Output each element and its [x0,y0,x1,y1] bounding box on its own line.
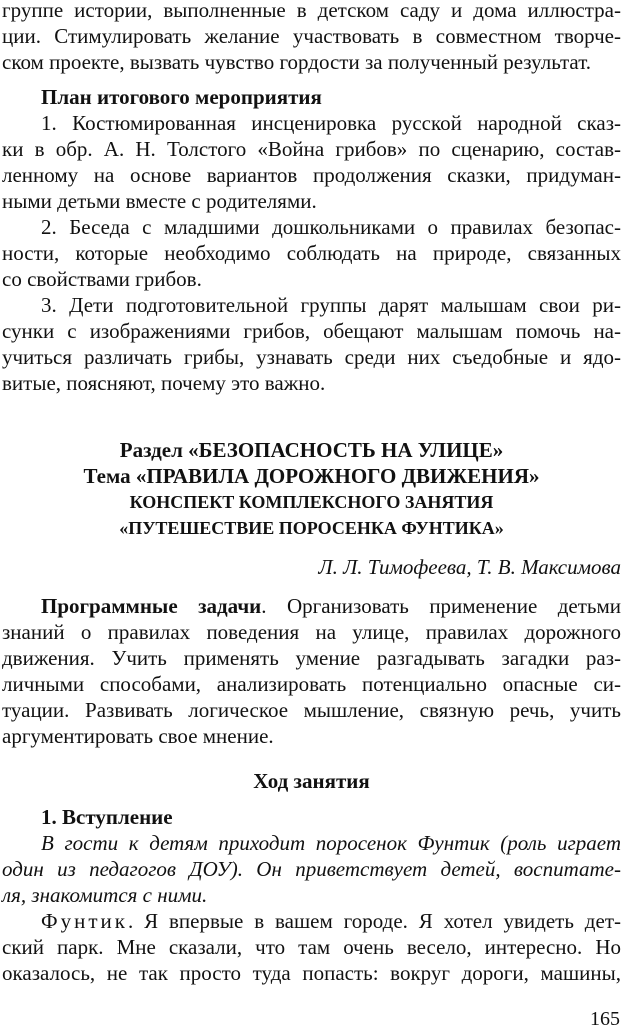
book-page [2,0,621,986]
tasks-lead: Программные задачи [41,594,262,618]
text-line: ленному на основе вариантов продолжения сказки, придуман- [2,163,621,187]
speaker-name: Фунтик [41,909,128,933]
text-line: один из педагогов ДОУ). Он приветствует детей, воспитате- [2,857,621,881]
text-line: группе истории, выполненные в детском саду и дома иллюстра- [2,0,621,22]
text-line: аргументировать свое мнение. [2,724,274,748]
tasks-text: . Организовать применение детьми [261,594,621,618]
section-title: Раздел «БЕЗОПАСНОСТЬ НА УЛИЦЕ» [119,438,504,462]
plan-heading: План итогового мероприятия [41,85,322,109]
text-line: ля, знакомится с ними. [2,883,208,907]
text-line: сунки с изображениями грибов, обещают малышам помочь на- [2,319,621,343]
part1-heading: 1. Вступление [41,805,173,829]
topic-title: Тема «ПРАВИЛА ДОРОЖНОГО ДВИЖЕНИЯ» [83,464,540,488]
authors: Л. Л. Тимофеева, Т. В. Максимова [318,555,621,579]
text-line: витые, поясняют, почему это важно. [2,371,326,395]
plan-item-3 [2,292,621,396]
text-line: со свойствами грибов. [2,267,202,291]
text-line: движения. Учить применять умение разгадывать загадки раз- [2,646,621,670]
plan-item-1 [2,110,621,214]
page-number: 165 [590,1008,620,1030]
text-line: 3. Дети подготовительной группы дарят малышам свои ри- [41,293,621,317]
tasks-paragraph [2,619,621,749]
text-line: ными детьми вместе с родителями. [2,189,317,213]
lesson-heading: Ход занятия [253,769,370,793]
text-line: знаний о правилах поведения на улице, правилах дорожного [2,620,621,644]
text-line: ском проекте, вызвать чувство гордости за полученный результат. [2,50,592,74]
stage-direction [2,830,621,908]
text-line: 1. Костюмированная инсценировка русской народной сказ- [41,111,621,135]
tasks-first-line [2,593,621,619]
text-line: оказалось, не так просто туда попасть: вокруг дороги, машины, [2,961,621,985]
lesson-subtitle: КОНСПЕКТ КОМПЛЕКСНОГО ЗАНЯТИЯ [129,492,494,512]
speech-text: . Я впервые в вашем городе. Я хотел увидеть дет- [127,909,621,933]
intro-paragraph [2,0,621,75]
speech-paragraph [2,934,621,986]
plan-item-2 [2,214,621,292]
lesson-name: «ПУТЕШЕСТВИЕ ПОРОСЕНКА ФУНТИКА» [119,518,504,538]
text-line: ский парк. Мне сказали, что там очень весело, интересно. Но [2,935,621,959]
text-line: ности, которые необходимо соблюдать на природе, связанных [2,241,621,265]
text-line: 2. Беседа с младшими дошкольниками о правилах безопас- [41,215,621,239]
speech-first-line [2,908,621,934]
text-line: В гости к детям приходит поросенок Фунтик (роль играет [41,831,621,855]
text-line: ки в обр. А. Н. Толстого «Война грибов» по сценарию, состав- [2,137,621,161]
text-line: туации. Развивать логическое мышление, связную речь, учить [2,698,621,722]
text-line: личными способами, анализировать потенциально опасные си- [2,672,621,696]
text-line: ции. Стимулировать желание участвовать в совместном творче- [2,24,621,48]
text-line: учиться различать грибы, узнавать среди них съедобные и ядо- [2,345,621,369]
